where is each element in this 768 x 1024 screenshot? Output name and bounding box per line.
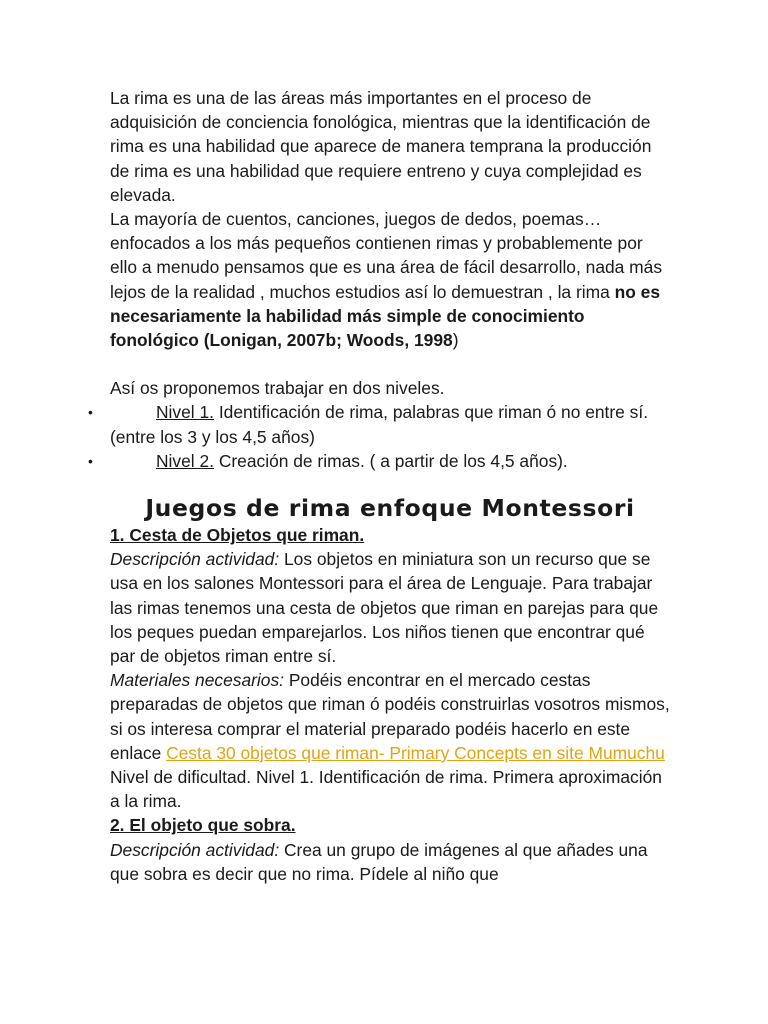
- document-page: [88, 86, 670, 886]
- level-item-1: [88, 400, 670, 448]
- game-1-desc-label: Descripción actividad:: [110, 549, 280, 570]
- product-link[interactable]: Cesta 30 objetos que riman- Primary Concepts en site Mumuchu: [166, 742, 665, 763]
- game-1-materials: [110, 668, 670, 765]
- intro-paragraph-1: [110, 86, 670, 207]
- game-1-difficulty: Nivel de dificultad. Nivel 1. Identificación de rima. Primera aproximación a la rima.: [110, 767, 662, 812]
- game-1-heading: 1. Cesta de Objetos que riman.: [110, 525, 365, 546]
- levels-lead: Así os proponemos trabajar en dos niveles.: [110, 378, 445, 399]
- game-2-desc-text: Crea un grupo de imágenes al que añades una que sobra es decir que no rima. Pídele al niño que: [110, 839, 648, 884]
- level-item-2: [88, 449, 670, 473]
- level-1-text: Identificación de rima, palabras que riman ó no entre sí. (entre los 3 y los 4,5 años): [110, 402, 649, 447]
- intro-text-1: La rima es una de las áreas más importantes en el proceso de adquisición de conciencia fonológica, mientras que la identificación de rima es una habilidad que aparece de manera temprana la producción de rima es una habilidad que requiere entreno y cuya complejidad es elevada.: [110, 88, 652, 205]
- game-1-materials-label: Materiales necesarios:: [110, 670, 284, 691]
- intro-text-2: La mayoría de cuentos, canciones, juegos de dedos, poemas… enfocados a los más pequeños contienen rimas y probablemente por ello a menudo pensamos que es una área de fácil desarrollo, nada más lejos de la realidad , muchos estudios así lo demuestran , la rima: [110, 209, 663, 302]
- game-1-desc-text: Los objetos en miniatura son un recurso que se usa en los salones Montessori para el área de Lenguaje. Para trabajar las rimas tenemos una cesta de objetos que riman en parejas para que los peques puedan emparejarlos. Los niños tienen que encontrar qué par de objetos riman entre sí.: [110, 549, 659, 667]
- game-2-description: [110, 838, 670, 886]
- intro-text-2-end: ): [452, 330, 459, 351]
- spacer: [110, 352, 670, 376]
- game-1-materials-text: Podéis encontrar en el mercado cestas preparadas de objetos que riman ó podéis construirlas vosotros mismos, si os interesa comprar el material preparado podéis hacerlo en este enlace: [110, 670, 670, 763]
- level-2-label: Nivel 2.: [156, 450, 214, 471]
- section-title: Juegos de rima enfoque Montessori: [145, 494, 635, 523]
- bullet-icon: •: [88, 404, 93, 421]
- game-1-description: [110, 547, 670, 668]
- level-2-text: Creación de rimas. ( a partir de los 4,5 años).: [214, 450, 568, 471]
- bullet-icon: •: [88, 452, 93, 469]
- intro-bold-statement: no es necesariamente la habilidad más simple de conocimiento fonológico (Lonigan, 2007b; Woods, 1998: [110, 281, 661, 351]
- game-2-desc-label: Descripción actividad:: [110, 839, 280, 860]
- level-1-label: Nivel 1.: [156, 402, 214, 423]
- game-2-heading: 2. El objeto que sobra.: [110, 815, 296, 836]
- intro-paragraph-2: [110, 207, 670, 352]
